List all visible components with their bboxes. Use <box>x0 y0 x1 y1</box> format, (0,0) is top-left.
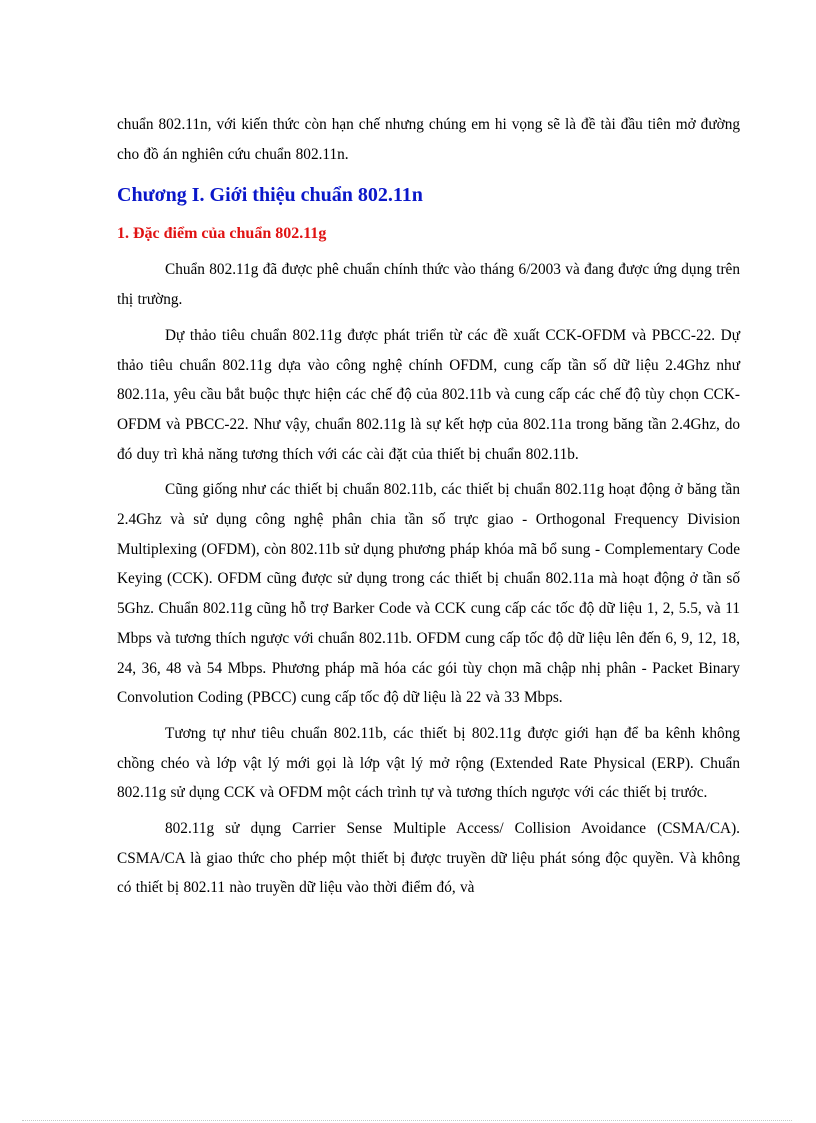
page-content <box>117 110 740 909</box>
body-paragraph: Cũng giống như các thiết bị chuẩn 802.11b, các thiết bị chuẩn 802.11g hoạt động ở băng tần 2.4Ghz và sử dụng công nghệ phân chia tần số trực giao - Orthogonal Frequency Division Multiplexing (OFDM), còn 802.11b sử dụng phương pháp khóa mã bổ sung - Complementary Code Keying (CCK). OFDM cũng được sử dụng trong các thiết bị chuẩn 802.11a mà hoạt động ở tần số 5Ghz. Chuẩn 802.11g cũng hỗ trợ Barker Code và CCK cung cấp các tốc độ dữ liệu 1, 2, 5.5, và 11 Mbps và tương thích ngược với chuẩn 802.11b. OFDM cung cấp tốc độ dữ liệu lên đến 6, 9, 12, 18, 24, 36, 48 và 54 Mbps. Phương pháp mã hóa các gói tùy chọn mã chập nhị phân - Packet Binary Convolution Coding (PBCC) cung cấp tốc độ dữ liệu là 22 và 33 Mbps. <box>117 481 740 707</box>
body-paragraph: Tương tự như tiêu chuẩn 802.11b, các thiết bị 802.11g được giới hạn để ba kênh không chồng chéo và lớp vật lý mới gọi là lớp vật lý mở rộng (Extended Rate Physical (ERP). Chuẩn 802.11g sử dụng CCK và OFDM một cách trình tự và tương thích ngược với các thiết bị trước. <box>117 724 740 802</box>
body-paragraph: Chuẩn 802.11g đã được phê chuẩn chính thức vào tháng 6/2003 và đang được ứng dụng trên thị trường. <box>117 261 740 309</box>
body-paragraph: 802.11g sử dụng Carrier Sense Multiple Access/ Collision Avoidance (CSMA/CA). CSMA/CA là giao thức cho phép một thiết bị được truyền dữ liệu phát sóng độc quyền. Và không có thiết bị 802.11 nào truyền dữ liệu vào thời điểm đó, và <box>117 820 740 897</box>
body-paragraph: Dự thảo tiêu chuẩn 802.11g được phát triển từ các đề xuất CCK-OFDM và PBCC-22. Dự thảo tiêu chuẩn 802.11g dựa vào công nghệ chính OFDM, cung cấp tần số dữ liệu 2.4Ghz như 802.11a, yêu cầu bắt buộc thực hiện các chế độ của 802.11b và cung cấp các chế độ tùy chọn CCK-OFDM và PBCC-22. Như vậy, chuẩn 802.11g là sự kết hợp của 802.11a trong băng tần 2.4Ghz, do đó duy trì khả năng tương thích với các cài đặt của thiết bị chuẩn 802.11b. <box>117 326 740 463</box>
page-bottom-divider <box>22 1120 792 1121</box>
intro-paragraph: chuẩn 802.11n, với kiến thức còn hạn chế nhưng chúng em hi vọng sẽ là đề tài đầu tiên mở đường cho đồ án nghiên cứu chuẩn 802.11n. <box>117 116 740 163</box>
section-title: 1. Đặc điểm của chuẩn 802.11g <box>117 225 327 243</box>
chapter-title: Chương I. Giới thiệu chuẩn 802.11n <box>117 184 423 207</box>
